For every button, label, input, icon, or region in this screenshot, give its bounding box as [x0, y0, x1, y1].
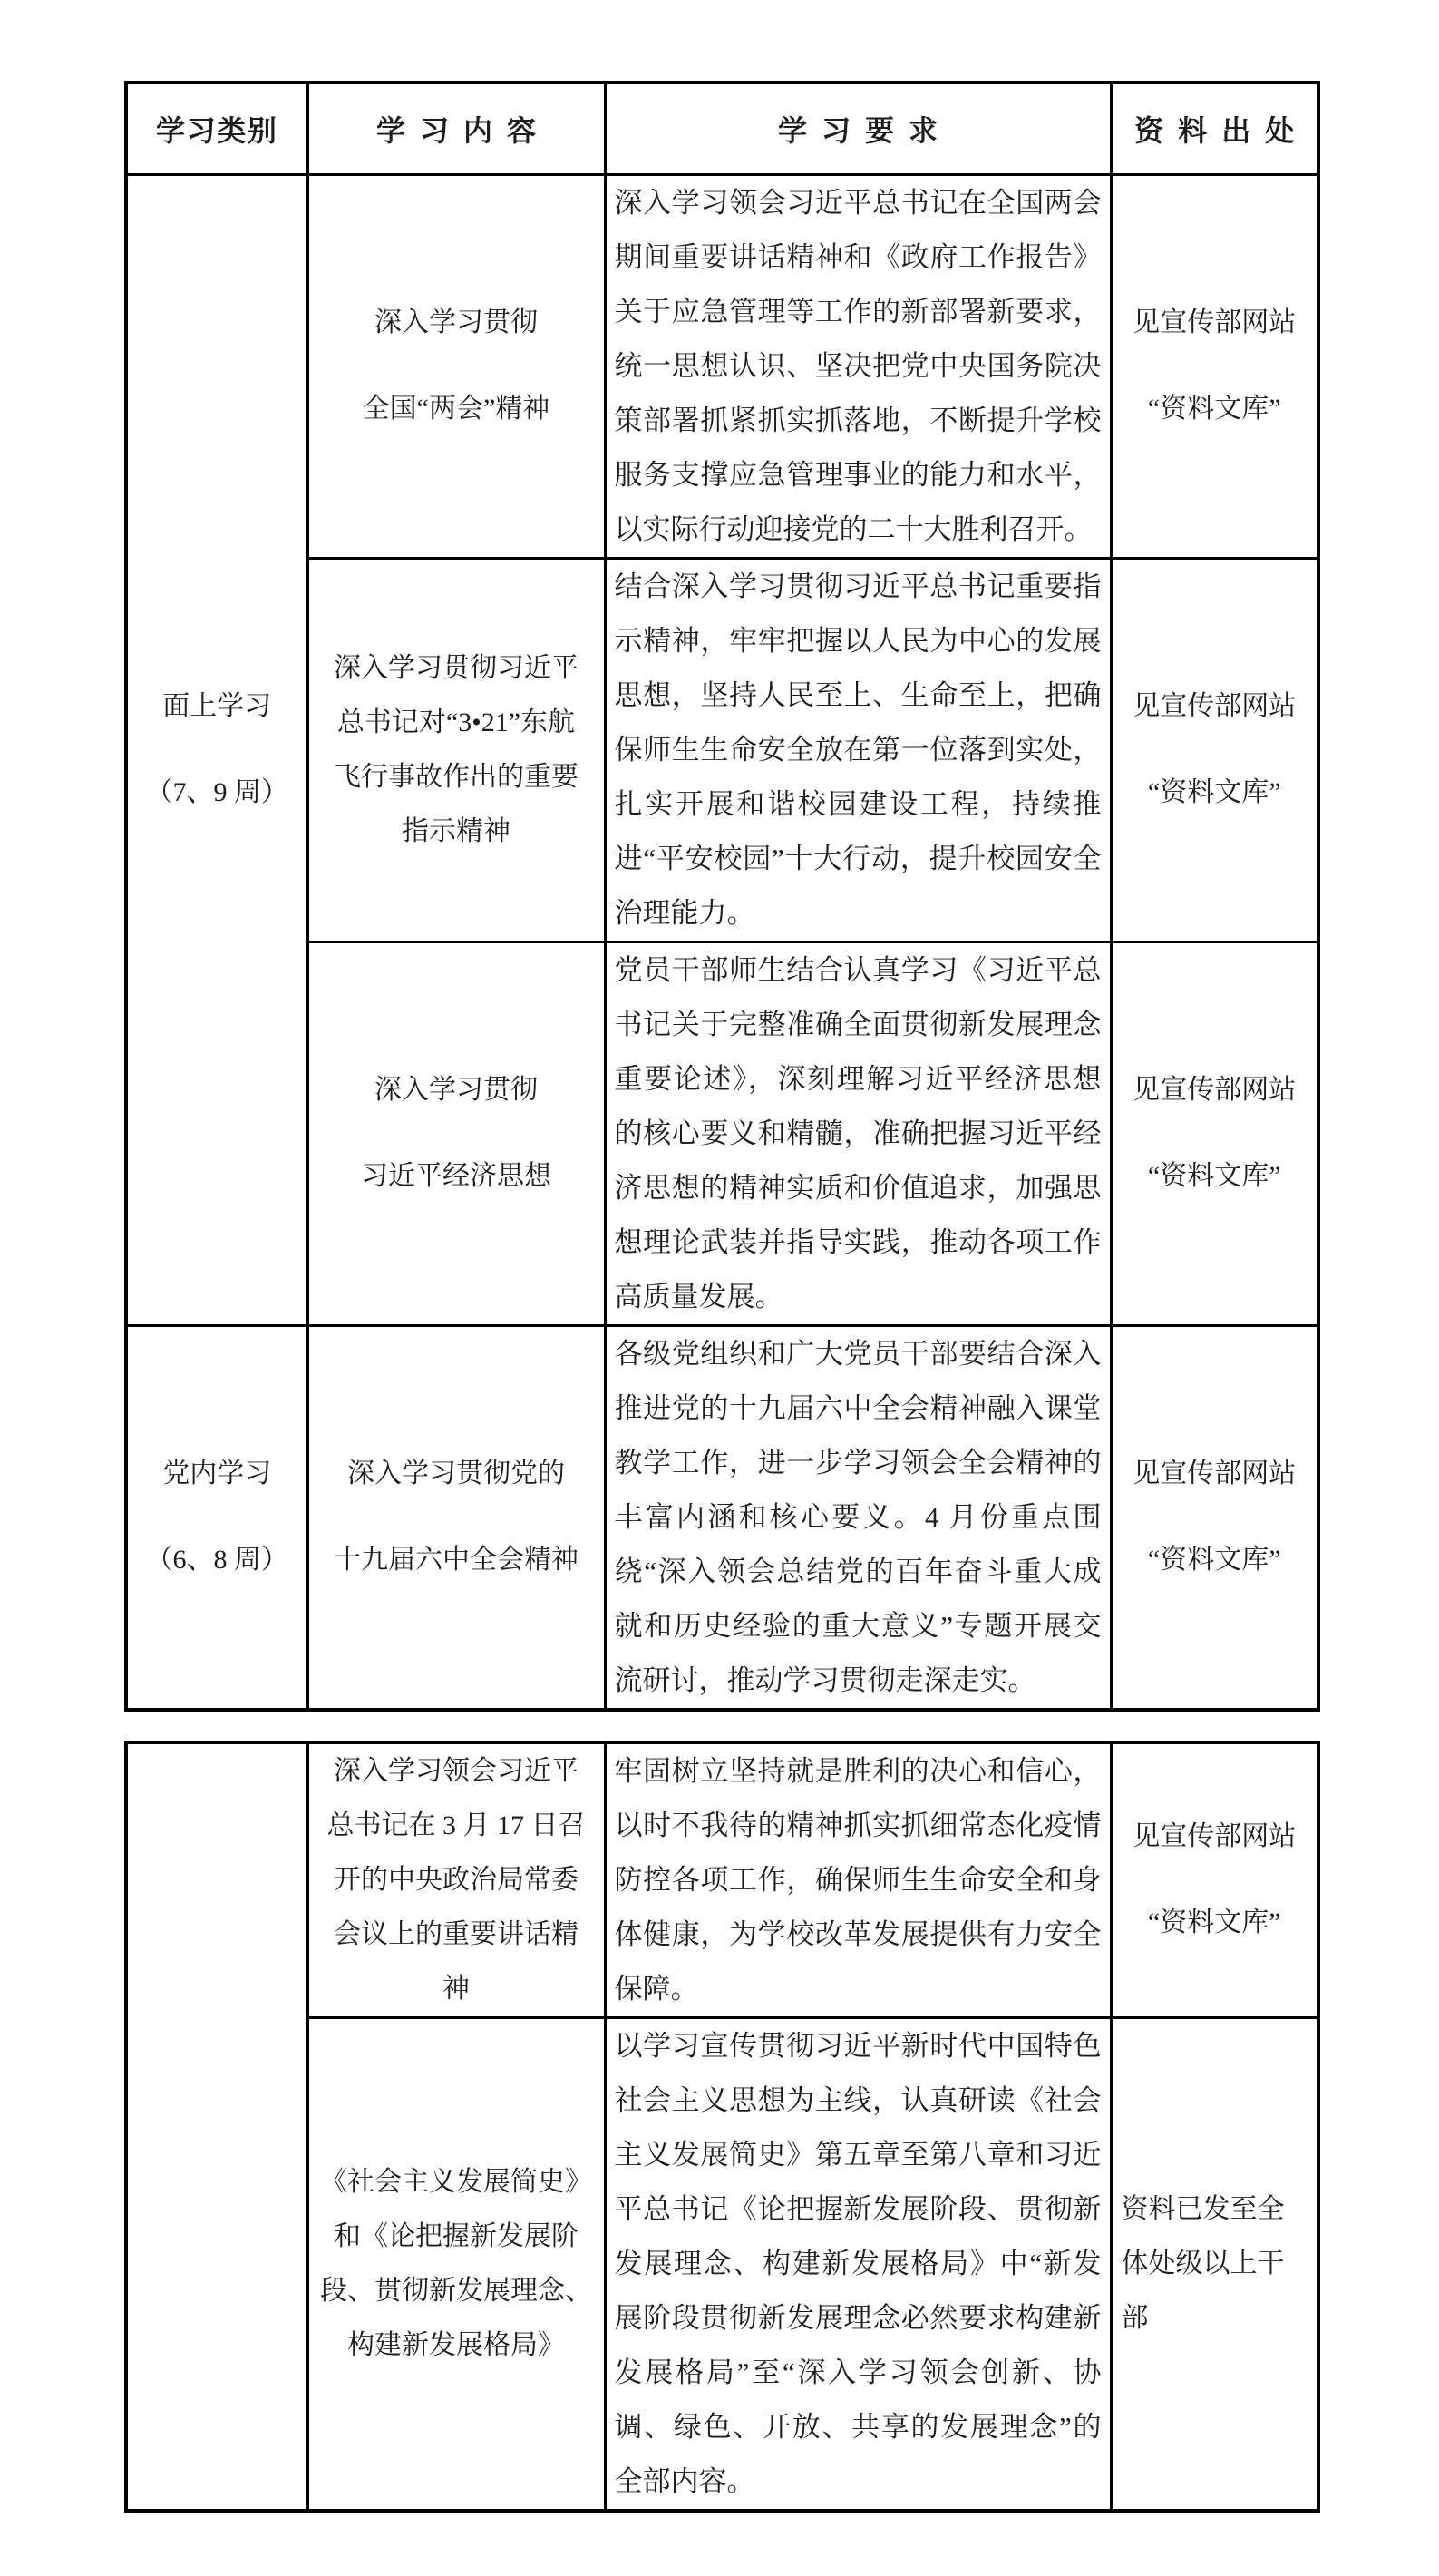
- table2-row-1: [126, 1742, 1318, 2018]
- cell-t1-r2-requirement: 结合深入学习贯彻习近平总书记重要指示精神，牢牢把握以人民为中心的发展思想，坚持人民至上、生命至上，把确保师生生命安全放在第一位落到实处，扎实开展和谐校园建设工程，持续推进“平安校园”十大行动，提升校园安全治理能力。: [605, 558, 1111, 942]
- source-line: 资料已发至全: [1121, 2193, 1285, 2224]
- cell-t2-r2-content: [307, 2017, 605, 2511]
- tables-wrapper: [124, 81, 1317, 2513]
- content-line: 开的中央政治局常委: [334, 1864, 579, 1895]
- content-line: 深入学习贯彻党的: [347, 1459, 565, 1488]
- content-line: 构建新发展格局》: [347, 2329, 565, 2360]
- study-plan-table-1: [124, 81, 1320, 1712]
- content-line: 十九届六中全会精神: [334, 1545, 579, 1575]
- cell-t2-r2-requirement: 以学习宣传贯彻习近平新时代中国特色社会主义思想为主线，认真研读《社会主义发展简史》第五章至第八章和习近平总书记《论把握新发展阶段、贯彻新发展理念、构建新发展格局》中“新发展阶段贯彻新发展理念必然要求构建新发展格局”至“深入学习领会创新、协调、绿色、开放、共享的发展理念”的全部内容。: [605, 2017, 1111, 2511]
- table1-row-4: [126, 1325, 1318, 1710]
- content-line: 深入学习贯彻: [374, 307, 538, 337]
- header-cell-category: 学习类别: [126, 83, 307, 174]
- source-line: “资料文库”: [1147, 1908, 1281, 1937]
- content-line: 深入学习贯彻: [374, 1075, 538, 1105]
- content-line: 总书记在 3 月 17 日召: [326, 1810, 586, 1840]
- content-line: 和《论把握新发展阶: [334, 2220, 579, 2251]
- cell-t1-r4-source: [1111, 1325, 1318, 1710]
- content-line: 全国“两会”精神: [362, 394, 550, 424]
- content-line: 《社会主义发展简史》: [320, 2166, 592, 2197]
- study-plan-table-2: [124, 1741, 1320, 2513]
- cell-t2-r2-source: [1111, 2017, 1318, 2511]
- cell-category-dangnei: [126, 1325, 307, 1710]
- content-line: 深入学习领会习近平: [334, 1755, 579, 1786]
- table1-header-row: [126, 83, 1318, 174]
- content-line: 习近平经济思想: [361, 1161, 551, 1191]
- cell-t1-r4-requirement: 各级党组织和广大党员干部要结合深入推进党的十九届六中全会精神融入课堂教学工作，进一步学习领会全会精神的丰富内涵和核心要义。4 月份重点围绕“深入领会总结党的百年奋斗重大成就和历史经验的重大意义”专题开展交流研讨，推动学习贯彻走深走实。: [605, 1325, 1111, 1710]
- header-cell-source: 资料出处: [1111, 83, 1318, 174]
- cell-t2-category-empty: [126, 1742, 307, 2511]
- table-gap: [124, 1712, 1317, 1741]
- cell-t1-r3-content: [307, 942, 605, 1325]
- header-cell-content: 学习内容: [307, 83, 605, 174]
- content-line: 深入学习贯彻习近平: [334, 652, 579, 683]
- content-line: 神: [442, 1973, 470, 2004]
- cell-t1-r1-requirement: 深入学习领会习近平总书记在全国两会期间重要讲话精神和《政府工作报告》关于应急管理等工作的新部署新要求，统一思想认识、坚决把党中央国务院决策部署抓紧抓实抓落地，不断提升学校服务支撑应急管理事业的能力和水平，以实际行动迎接党的二十大胜利召开。: [605, 174, 1111, 558]
- content-line: 总书记对“3•21”东航: [336, 707, 576, 737]
- header-cell-requirement: 学习要求: [605, 83, 1111, 174]
- source-line: “资料文库”: [1147, 394, 1281, 424]
- cell-t1-r2-content: [307, 558, 605, 942]
- cell-t2-r1-source: [1111, 1742, 1318, 2018]
- category-line: 党内学习: [162, 1459, 272, 1488]
- category-line: （7、9 周）: [145, 777, 288, 807]
- cell-t1-r3-source: [1111, 942, 1318, 1325]
- content-line: 段、贯彻新发展理念、: [320, 2275, 592, 2306]
- source-line: 体处级以上干: [1121, 2248, 1285, 2278]
- cell-t1-r1-content: [307, 174, 605, 558]
- cell-t1-r1-source: [1111, 174, 1318, 558]
- cell-category-mianshang: [126, 174, 307, 1325]
- content-line: 飞行事故作出的重要: [334, 761, 579, 792]
- category-line: 面上学习: [162, 691, 272, 721]
- source-line: 见宣传部网站: [1133, 1075, 1297, 1105]
- cell-t1-r4-content: [307, 1325, 605, 1710]
- cell-t1-r2-source: [1111, 558, 1318, 942]
- source-line: 部: [1121, 2302, 1149, 2333]
- source-line: “资料文库”: [1147, 777, 1281, 807]
- source-line: 见宣传部网站: [1133, 691, 1297, 721]
- source-line: 见宣传部网站: [1133, 1821, 1297, 1851]
- source-line: 见宣传部网站: [1133, 1459, 1297, 1488]
- source-line: “资料文库”: [1147, 1161, 1281, 1191]
- table1-row-1: [126, 174, 1318, 558]
- content-line: 会议上的重要讲话精: [334, 1918, 579, 1949]
- content-line: 指示精神: [402, 815, 510, 846]
- cell-t2-r1-requirement: 牢固树立坚持就是胜利的决心和信心，以时不我待的精神抓实抓细常态化疫情防控各项工作，确保师生生命安全和身体健康，为学校改革发展提供有力安全保障。: [605, 1742, 1111, 2018]
- source-line: 见宣传部网站: [1133, 307, 1297, 337]
- source-line: “资料文库”: [1147, 1545, 1281, 1575]
- category-line: （6、8 周）: [145, 1545, 288, 1575]
- cell-t1-r3-requirement: 党员干部师生结合认真学习《习近平总书记关于完整准确全面贯彻新发展理念重要论述》，深刻理解习近平经济思想的核心要义和精髓，准确把握习近平经济思想的精神实质和价值追求，加强思想理论武装并指导实践，推动各项工作高质量发展。: [605, 942, 1111, 1325]
- cell-t2-r1-content: [307, 1742, 605, 2018]
